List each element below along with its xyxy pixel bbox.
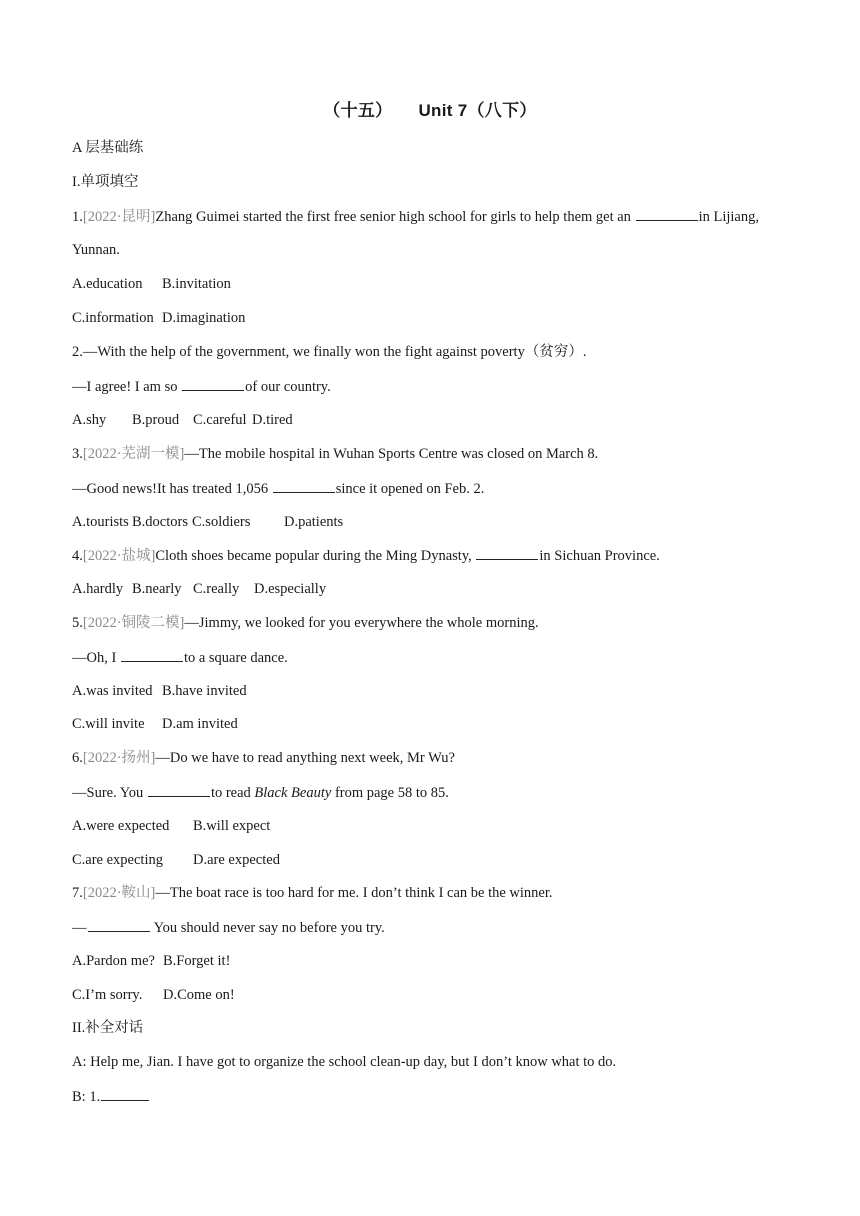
option-c: C.information	[72, 310, 154, 326]
question-source: [2022·扬州]	[82, 750, 156, 766]
option-d: D.imagination	[162, 310, 246, 326]
page-title	[0, 96, 860, 121]
question-7-options-row2	[72, 986, 235, 1004]
question-source: [2022·鞍山]	[82, 885, 156, 901]
question-2-line2: —I agree! I am so of our country.	[72, 379, 331, 395]
question-5-options-row2	[72, 715, 238, 733]
part-heading-single-choice: I.单项填空	[72, 174, 139, 190]
part-heading-dialogue: II.补全对话	[72, 1020, 144, 1036]
question-2: 2.—With the help of the government, we finally won the fight against poverty（贫穷）.	[72, 344, 587, 360]
answer-blank	[101, 1087, 149, 1101]
question-5-line2: —Oh, I to a square dance.	[72, 650, 288, 666]
option-d: D.are expected	[193, 852, 280, 868]
option-b: B.have invited	[162, 683, 247, 699]
question-source: [2022·盐城]	[82, 548, 156, 564]
question-7: 7.[2022·鞍山]—The boat race is too hard for me. I don’t think I can be the winner.	[72, 885, 553, 901]
option-b: B.nearly	[132, 581, 182, 597]
question-3: 3.[2022·芜湖一模]—The mobile hospital in Wuhan Sports Centre was closed on March 8.	[72, 446, 599, 462]
dialogue-line-b: B: 1.	[72, 1087, 150, 1106]
question-1: 1.[2022·昆明]Zhang Guimei started the first free senior high school for girls to help them get an in Lijiang,	[72, 209, 759, 225]
option-d: D.Come on!	[163, 987, 235, 1003]
section-heading: A 层基础练	[72, 140, 144, 156]
answer-blank	[88, 918, 150, 932]
question-5-options-row1	[72, 682, 247, 700]
title-unit: Unit 7（八下）	[418, 101, 537, 120]
option-a: A.Pardon me?	[72, 953, 155, 969]
option-c: C.soldiers	[192, 514, 251, 530]
option-a: A.tourists	[72, 514, 129, 530]
answer-blank	[636, 207, 698, 221]
question-7-line2: — You should never say no before you try.	[72, 920, 385, 936]
option-d: D.especially	[254, 581, 327, 597]
question-7-options-row1	[72, 952, 230, 970]
question-3-line2: —Good news!It has treated 1,056 since it opened on Feb. 2.	[72, 481, 485, 497]
question-4: 4.[2022·盐城]Cloth shoes became popular during the Ming Dynasty, in Sichuan Province.	[72, 548, 660, 564]
answer-blank	[182, 377, 244, 391]
answer-blank	[273, 479, 335, 493]
answer-blank	[121, 648, 183, 662]
option-a: A.was invited	[72, 683, 153, 699]
option-c: C.I’m sorry.	[72, 987, 143, 1003]
option-d: D.am invited	[162, 716, 238, 732]
question-source: [2022·铜陵二模]	[82, 615, 185, 631]
option-a: A.were expected	[72, 818, 170, 834]
question-1-options-row2	[72, 309, 245, 327]
question-5: 5.[2022·铜陵二模]—Jimmy, we looked for you everywhere the whole morning.	[72, 615, 539, 631]
question-6-options-row1	[72, 817, 270, 835]
option-c: C.really	[193, 581, 240, 597]
dialogue-line-a: A: Help me, Jian. I have got to organize the school clean-up day, but I don’t know what to do.	[72, 1054, 617, 1070]
option-a: A.hardly	[72, 581, 124, 597]
option-c: C.careful	[193, 412, 247, 428]
question-4-options	[72, 580, 326, 598]
option-b: B.doctors	[132, 514, 188, 530]
answer-blank	[148, 783, 210, 797]
option-b: B.proud	[132, 412, 180, 428]
question-source: [2022·芜湖一模]	[82, 446, 185, 462]
question-1-options-row1	[72, 275, 231, 293]
option-a: A.shy	[72, 412, 107, 428]
question-3-options	[72, 513, 343, 531]
question-6-line2: —Sure. You to read Black Beauty from page 58 to 85.	[72, 785, 449, 801]
option-b: B.Forget it!	[163, 953, 231, 969]
question-6: 6.[2022·扬州]—Do we have to read anything next week, Mr Wu?	[72, 750, 455, 766]
title-number: （十五）	[323, 101, 393, 120]
question-2-options	[72, 411, 293, 429]
option-a: A.education	[72, 276, 143, 292]
question-6-options-row2	[72, 851, 280, 869]
option-b: B.invitation	[162, 276, 231, 292]
option-d: D.tired	[252, 412, 293, 428]
option-b: B.will expect	[193, 818, 271, 834]
answer-blank	[476, 546, 538, 560]
book-title: Black Beauty	[254, 785, 332, 801]
question-1-wrap: Yunnan.	[72, 242, 120, 258]
question-source: [2022·昆明]	[82, 209, 156, 225]
option-d: D.patients	[284, 514, 344, 530]
option-c: C.will invite	[72, 716, 145, 732]
option-c: C.are expecting	[72, 852, 163, 868]
